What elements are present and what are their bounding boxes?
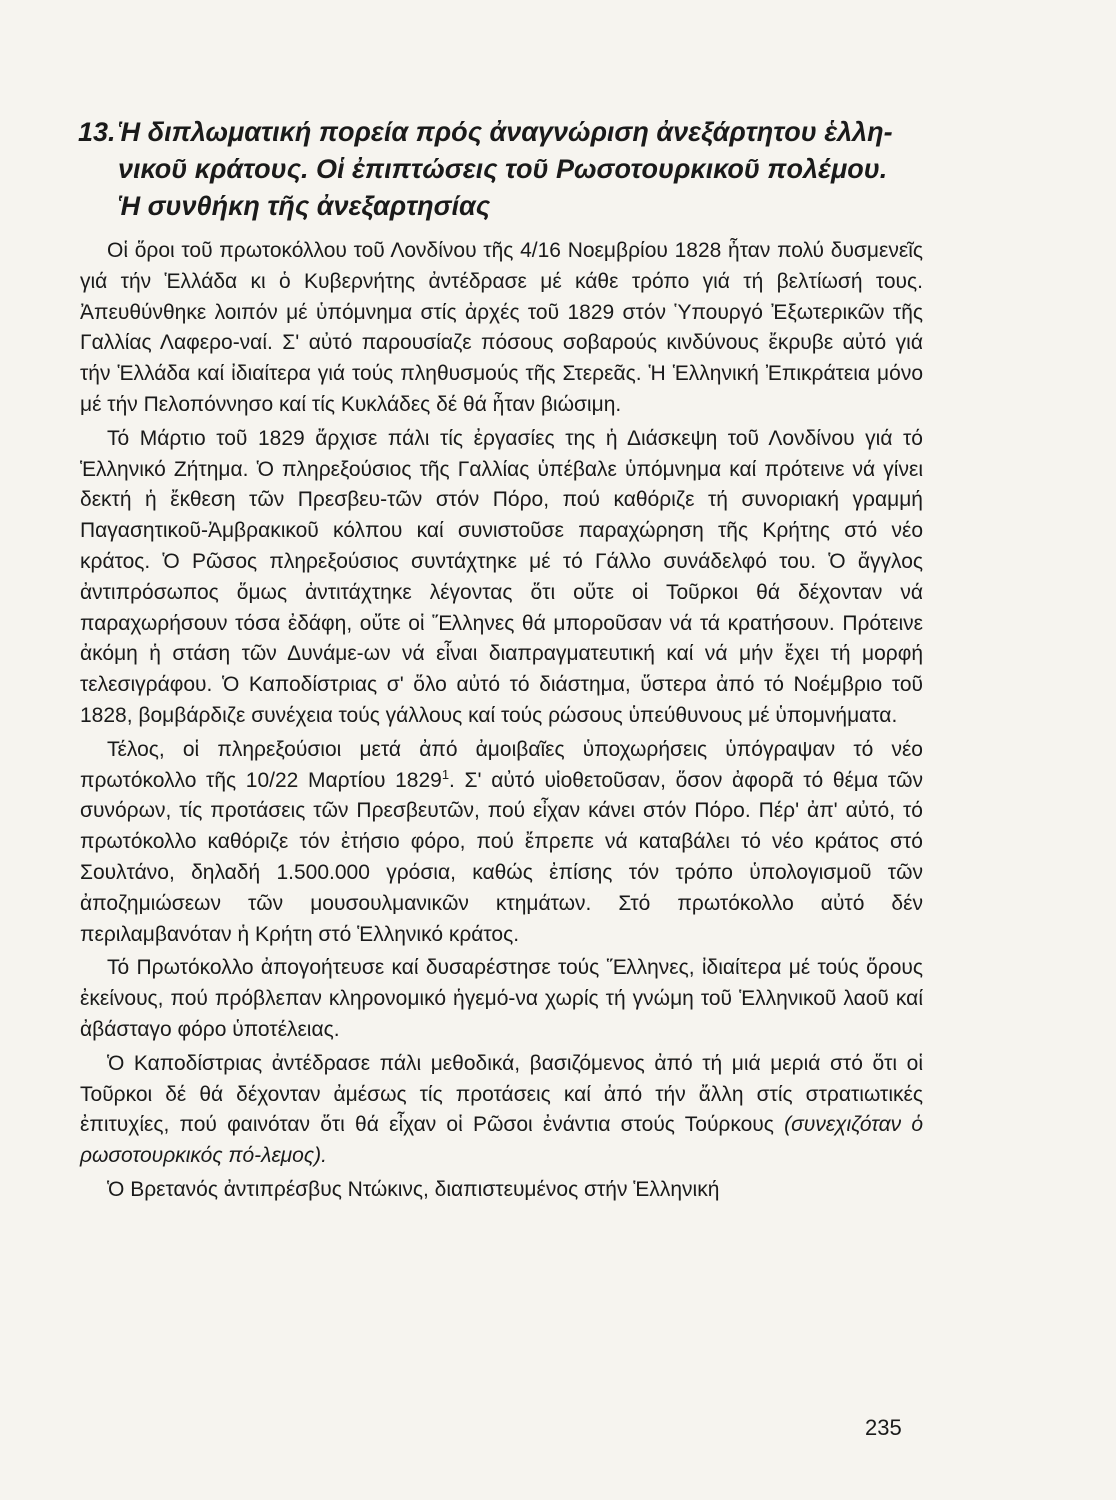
paragraph-1: Οἱ ὅροι τοῦ πρωτοκόλλου τοῦ Λονδίνου τῆς 4/16 Νοεμβρίου 1828 ἦταν πολύ δυσμενεῖς γιά τήν Ἑλλάδα κι ὁ Κυβερνήτης ἀντέδρασε μέ κάθε τρόπο γιά τή βελτίωσή τους. Ἀπευθύνθηκε λοιπόν μέ ὑπόμνημα στίς ἀρχές τοῦ 1829 στόν Ὑπουργό Ἐξωτερικῶν τῆς Γαλλίας Λαφερο-ναί. Σ' αὐτό παρουσίαζε πόσους σοβαρούς κινδύνους ἔκρυβε αὐτό γιά τήν Ἑλλάδα καί ἰδιαίτερα γιά τούς πληθυσμούς τῆς Στερεᾶς. Ἡ Ἑλληνική Ἐπικράτεια μόνο μέ τήν Πελοπόννησο καί τίς Κυκλάδες δέ θά ἦταν βιώσιμη. (80, 239, 923, 416)
heading-line-1 (78, 114, 938, 151)
section-number: 13. (78, 117, 116, 147)
paragraph-3 (80, 735, 923, 951)
paragraph-4: Τό Πρωτόκολλο ἀπογοήτευσε καί δυσαρέστησε τούς Ἕλληνες, ἰδιαίτερα μέ τούς ὅρους ἐκείνους, πού πρόβλεπαν κληρονομικό ἡγεμό-να χωρίς τή γνώμη τοῦ Ἑλληνικοῦ λαοῦ καί ἀβάσταγο φόρο ὑποτέλειας. (80, 956, 923, 1041)
body-text (80, 236, 923, 1209)
paragraph-3-text-b: . Σ' αὐτό υἱοθετοῦσαν, ὅσον ἀφορᾶ τό θέμα τῶν συνόρων, τίς προτάσεις τῶν Πρεσβευτῶν, πού εἶχαν κάνει στόν Πόρο. Πέρ' ἀπ' αὐτό, τό πρωτόκολλο καθόριζε τόν ἐτήσιο φόρο, πού ἔπρεπε νά καταβάλει τό νέο κράτος στό Σουλτάνο, δηλαδή 1.500.000 γρόσια, καθώς ἐπίσης τόν τρόπο ὑπολογισμοῦ τῶν ἀποζημιώσεων τῶν μουσουλμανικῶν κτημάτων. Στό πρωτόκολλο αὐτό δέν περιλαμβανόταν ἡ Κρήτη στό Ἑλληνικό κράτος. (80, 768, 924, 946)
paragraph-5 (80, 1049, 923, 1172)
heading-line-2: νικοῦ κράτους. Οἱ ἐπιπτώσεις τοῦ Ρωσοτουρκικοῦ πολέμου. (118, 154, 888, 184)
paragraph-5-italic: (συνεχιζόταν ὁ ρωσοτουρκικός πό-λεμος). (80, 1113, 924, 1168)
heading-line-3: Ἡ συνθήκη τῆς ἀνεξαρτησίας (118, 191, 491, 221)
section-heading (78, 114, 938, 225)
paragraph-3-text-a: Τέλος, οἱ πληρεξούσιοι μετά ἀπό ἀμοιβαῖες ὑποχωρήσεις ὑπόγραψαν τό νέο πρωτόκολλο τῆς 10/22 Μαρτίου 1829 (80, 737, 923, 792)
footnote-marker: 1 (441, 766, 450, 782)
heading-line-1-text: Ἡ διπλωματική πορεία πρός ἀναγνώριση ἀνεξάρτητου ἑλλη- (118, 117, 893, 147)
paragraph-2: Τό Μάρτιο τοῦ 1829 ἄρχισε πάλι τίς ἐργασίες της ἡ Διάσκεψη τοῦ Λονδίνου γιά τό Ἑλληνικό Ζήτημα. Ὁ πληρεξούσιος τῆς Γαλλίας ὑπέβαλε ὑπόμνημα καί πρότεινε νά γίνει δεκτή ἡ ἔκθεση τῶν Πρεσβευ-τῶν στόν Πόρο, πού καθόριζε τή συνοριακή γραμμή Παγασητικοῦ-Ἀμβρακικοῦ κόλπου καί συνιστοῦσε παραχώρηση τῆς Κρήτης στό νέο κράτος. Ὁ Ρῶσος πληρεξούσιος συντάχτηκε μέ τό Γάλλο συνάδελφό του. Ὁ ἄγγλος ἀντιπρόσωπος ὅμως ἀντιτάχτηκε λέγοντας ὅτι οὔτε οἱ Τοῦρκοι θά δέχονταν νά παραχωρήσουν τόσα ἐδάφη, οὔτε οἱ Ἕλληνες θά μποροῦσαν νά τά κρατήσουν. Πρότεινε ἀκόμη ἡ στάση τῶν Δυνάμε-ων νά εἶναι διαπραγματευτική καί νά μήν ἔχει τή μορφή τελεσιγράφου. Ὁ Καποδίστριας σ' ὅλο αὐτό τό διάστημα, ὕστερα ἀπό τό Νοέμβριο τοῦ 1828, βομβάρδιζε συνέχεια τούς γάλλους καί τούς ρώσους ὑπεύθυνους μέ ὑπομνήματα. (80, 426, 923, 727)
paragraph-6: Ὁ Βρετανός ἀντιπρέσβυς Ντώκινς, διαπιστευμένος στήν Ἑλληνική (107, 1177, 720, 1201)
paragraph-5-text: Ὁ Καποδίστριας ἀντέδρασε πάλι μεθοδικά, βασιζόμενος ἀπό τή μιά μεριά στό ὅτι οἱ Τοῦρκοι δέ θά δέχονταν ἀμέσως τίς προτάσεις καί ἀπό τήν ἄλλη στίς στρατιωτικές ἐπιτυχίες, πού φαινόταν ὅτι θά εἶχαν οἱ Ρῶσοι ἐνάντια στούς Τούρκους (80, 1051, 923, 1137)
page-number: 235 (865, 1415, 902, 1440)
